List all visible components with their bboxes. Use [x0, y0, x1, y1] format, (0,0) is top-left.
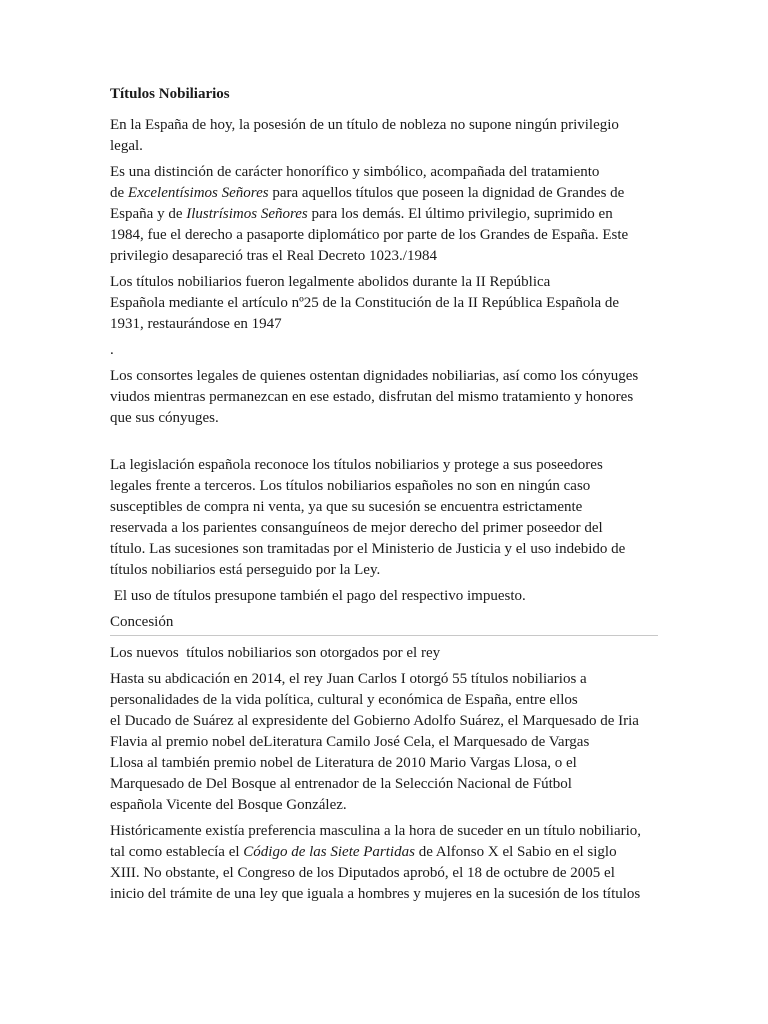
paragraph-tratamiento	[110, 162, 660, 267]
text-line: 1984, fue el derecho a pasaporte diplomático por parte de los Grandes de España. Este	[110, 227, 629, 243]
document-body	[110, 84, 660, 910]
paragraph-consortes	[110, 366, 660, 429]
text-line: Española mediante el artículo nº25 de la Constitución de la II República Española de	[110, 295, 620, 311]
text-line: Los consortes legales de quienes ostentan dignidades nobiliarias, así como los cónyuges	[110, 368, 639, 384]
text-line: títulos nobiliarios está perseguido por la Ley.	[110, 562, 381, 578]
text-line: que sus cónyuges.	[110, 410, 219, 426]
text-fragment: España y de	[110, 206, 187, 222]
text-line: 1931, restaurándose en 1947	[110, 316, 282, 332]
text-line: Hasta su abdicación en 2014, el rey Juan Carlos I otorgó 55 títulos nobiliarios a	[110, 671, 587, 687]
text-line	[110, 183, 660, 204]
paragraph-legislacion	[110, 455, 660, 581]
paragraph-otorgados	[110, 643, 660, 664]
text-line: Históricamente existía preferencia masculina a la hora de suceder en un título nobiliario,	[110, 823, 642, 839]
text-line: legales frente a terceros. Los títulos nobiliarios españoles no son en ningún caso	[110, 478, 591, 494]
text-line: Flavia al premio nobel deLiteratura Camilo José Cela, el Marquesado de Vargas	[110, 734, 590, 750]
paragraph-preferencia-masculina	[110, 821, 660, 905]
text-line: legal.	[110, 138, 143, 154]
text-line: el Ducado de Suárez al expresidente del Gobierno Adolfo Suárez, el Marquesado de Iria	[110, 713, 639, 729]
text-line: título. Las sucesiones son tramitadas por el Ministerio de Justicia y el uso indebido de	[110, 541, 626, 557]
paragraph-abolicion	[110, 272, 660, 335]
text-line: reservada a los parientes consanguíneos de mejor derecho del primer poseedor del	[110, 520, 603, 536]
text-line: Los títulos nobiliarios fueron legalmente abolidos durante la II República	[110, 274, 551, 290]
text-line	[110, 204, 660, 225]
text-line	[110, 842, 660, 863]
text-fragment: para aquellos títulos que poseen la dignidad de Grandes de	[268, 185, 625, 201]
text-line: Marquesado de Del Bosque al entrenador de la Selección Nacional de Fútbol	[110, 776, 572, 792]
text-fragment: de	[110, 185, 128, 201]
text-line: española Vicente del Bosque González.	[110, 797, 347, 813]
text-line: El uso de títulos presupone también el pago del respectivo impuesto.	[110, 588, 526, 604]
text-fragment: tal como establecía el	[110, 844, 244, 860]
italic-term: Excelentísimos Señores	[127, 185, 269, 201]
text-fragment: para los demás. El último privilegio, suprimido en	[307, 206, 613, 222]
stray-dot	[110, 340, 660, 361]
text-line: susceptibles de compra ni venta, ya que su sucesión se encuentra estrictamente	[110, 499, 583, 515]
text-line: inicio del trámite de una ley que iguala a hombres y mujeres en la sucesión de los títulos	[110, 886, 641, 902]
blank-line	[110, 434, 660, 455]
text-line: personalidades de la vida política, cultural y económica de España, entre ellos	[110, 692, 578, 708]
italic-term: Ilustrísimos Señores	[186, 206, 308, 222]
text-line: Es una distinción de carácter honorífico y simbólico, acompañada del tratamiento	[110, 164, 600, 180]
text-fragment: de Alfonso X el Sabio en el siglo	[414, 844, 617, 860]
text-line: La legislación española reconoce los títulos nobiliarios y protege a sus poseedores	[110, 457, 603, 473]
paragraph-juan-carlos	[110, 669, 660, 816]
text-line: privilegio desapareció tras el Real Decreto 1023./1984	[110, 248, 437, 264]
paragraph-impuesto	[110, 586, 660, 607]
text-line: Llosa al también premio nobel de Literatura de 2010 Mario Vargas Llosa, o el	[110, 755, 577, 771]
italic-term: Código de las Siete Partidas	[243, 844, 415, 860]
section-heading-concesion: Concesión	[110, 612, 658, 636]
text-line: En la España de hoy, la posesión de un título de nobleza no supone ningún privilegio	[110, 117, 619, 133]
page-title: Títulos Nobiliarios	[110, 86, 230, 102]
text-line: .	[110, 342, 114, 358]
text-line: viudos mientras permanezcan en ese estado, disfrutan del mismo tratamiento y honores	[110, 389, 634, 405]
text-line: XIII. No obstante, el Congreso de los Diputados aprobó, el 18 de octubre de 2005 el	[110, 865, 615, 881]
text-line: Los nuevos títulos nobiliarios son otorgados por el rey	[110, 645, 441, 661]
paragraph-privilegio	[110, 115, 660, 157]
